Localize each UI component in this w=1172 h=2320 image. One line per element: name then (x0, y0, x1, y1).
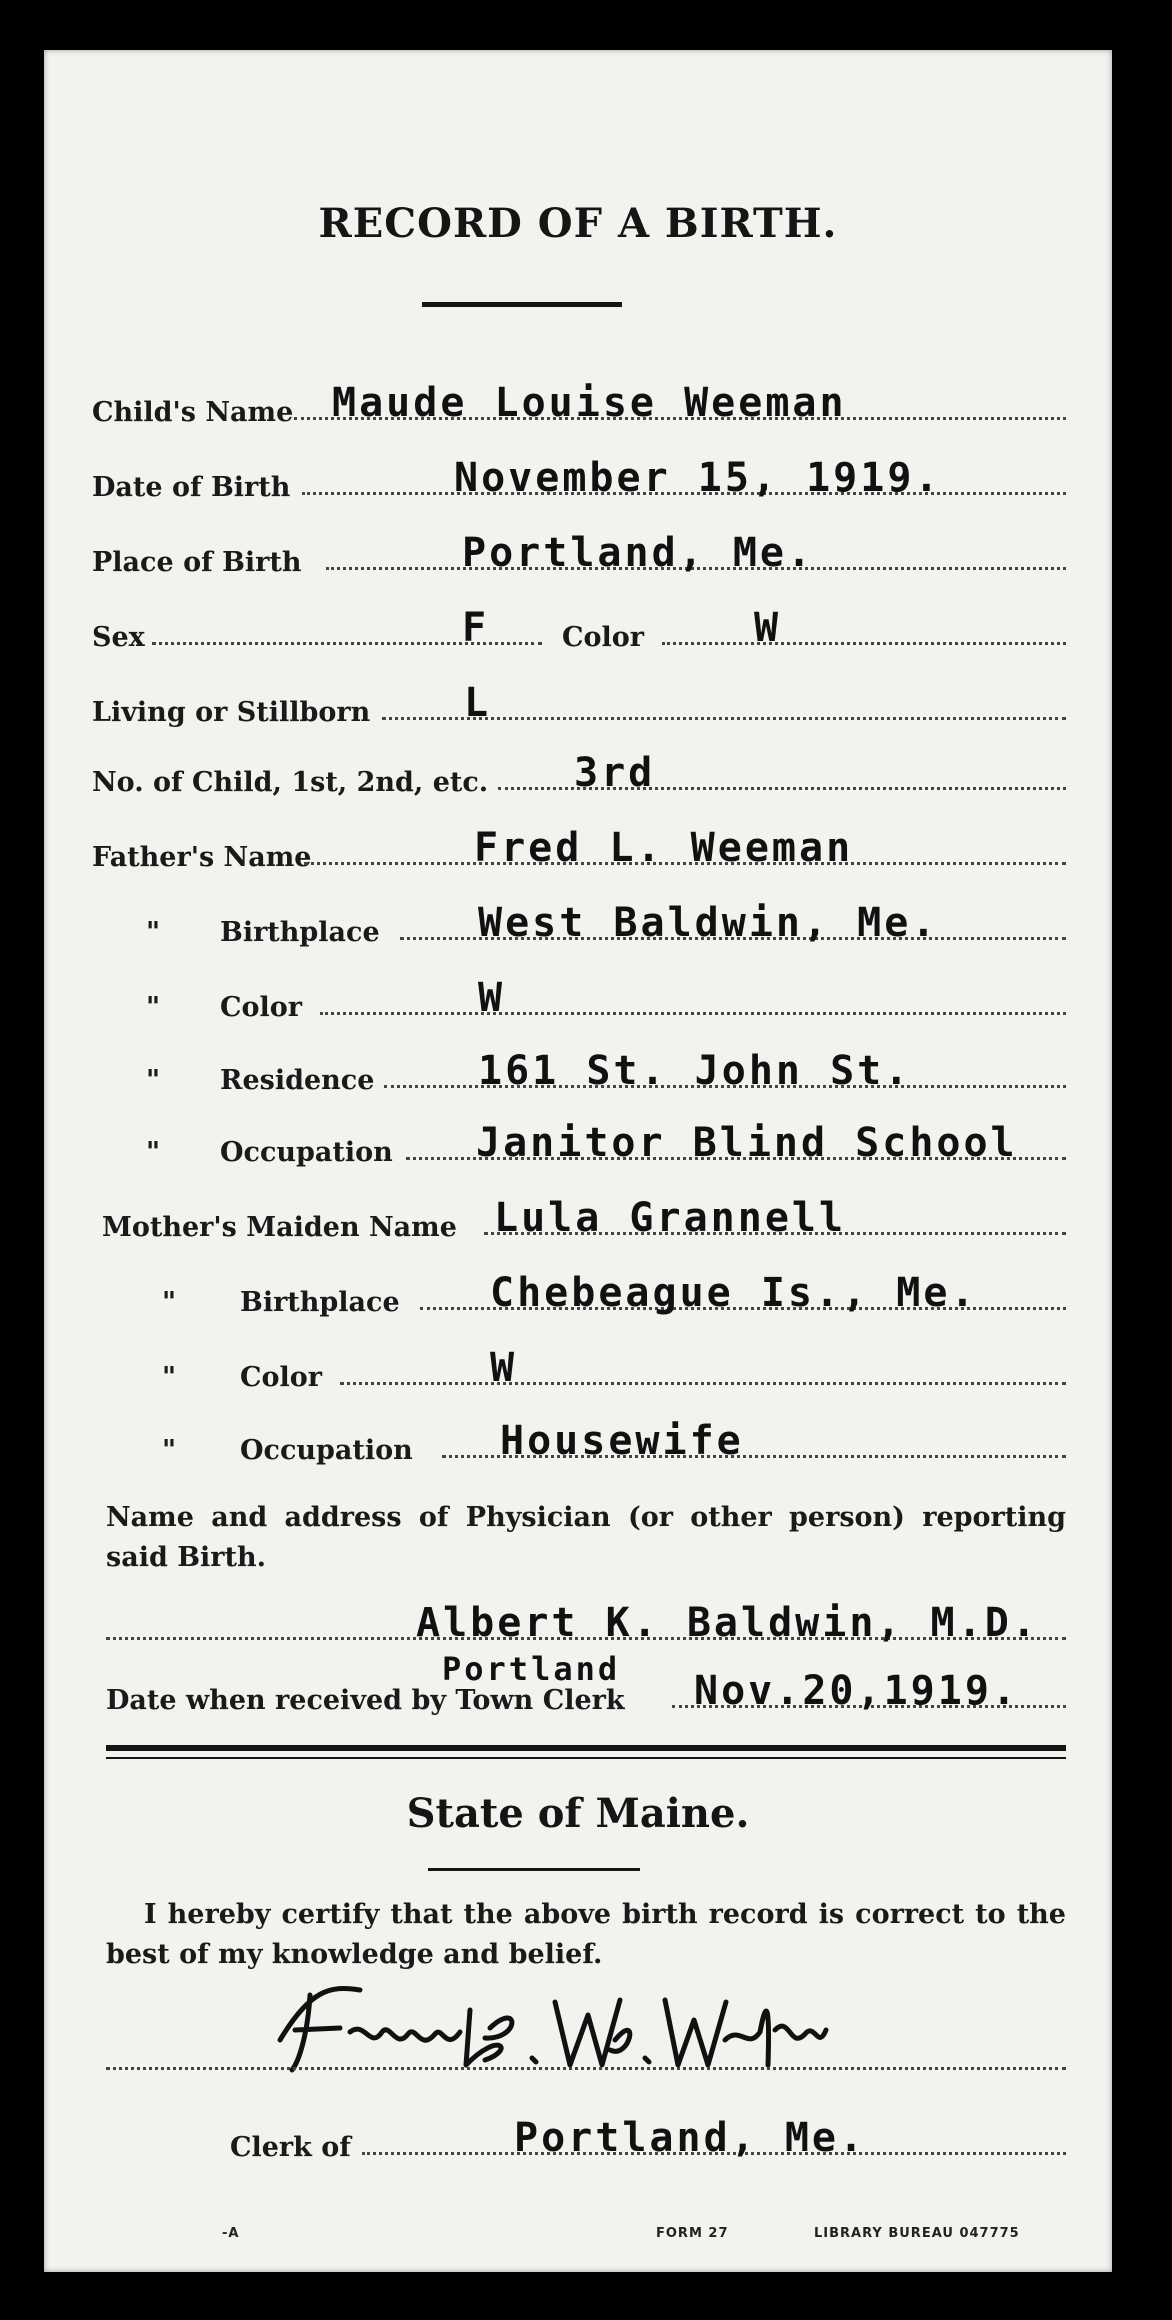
father-color-dotted-line (320, 1012, 1066, 1015)
ditto-mark: " (146, 1065, 161, 1096)
child-number-row (44, 740, 1112, 800)
father-color-value: W (478, 975, 506, 1021)
father-occupation-value: Janitor Blind School (476, 1120, 1018, 1166)
place-of-birth-value: Portland, Me. (462, 530, 815, 576)
mother-name-value: Lula Grannell (494, 1195, 847, 1241)
father-name-row (44, 815, 1112, 875)
signature-dotted-line (106, 2067, 1066, 2070)
physician-city: Portland (442, 1650, 621, 1688)
mother-name-label: Mother's Maiden Name (102, 1212, 457, 1243)
clerk-value: Portland, Me. (514, 2115, 867, 2161)
sex-label: Sex (92, 622, 145, 653)
received-value: Nov.20,1919. (694, 1668, 1019, 1714)
mother-occupation-label: Occupation (240, 1435, 413, 1466)
living-stillborn-label: Living or Stillborn (92, 697, 371, 728)
child-name-value: Maude Louise Weeman (332, 380, 847, 426)
father-birthplace-label: Birthplace (220, 917, 380, 948)
birth-record-card (44, 50, 1112, 2272)
ditto-mark: " (162, 1287, 177, 1318)
mother-color-row (44, 1335, 1112, 1395)
title-underline (422, 302, 622, 307)
date-of-birth-row (44, 445, 1112, 505)
date-of-birth-value: November 15, 1919. (454, 455, 942, 501)
child-number-label: No. of Child, 1st, 2nd, etc. (92, 767, 489, 798)
mother-color-value: W (490, 1345, 518, 1391)
certify-text: I hereby certify that the above birth record is correct to the best of my knowledge and belief. (106, 1899, 1066, 1970)
ditto-mark: " (162, 1435, 177, 1466)
mother-color-label: Color (240, 1362, 322, 1393)
child-number-value: 3rd (574, 750, 656, 796)
ditto-mark: " (146, 1137, 161, 1168)
child-name-row (44, 370, 1112, 430)
mother-birthplace-value: Chebeague Is., Me. (490, 1270, 978, 1316)
record-title: RECORD OF A BIRTH. (318, 200, 838, 247)
date-of-birth-label: Date of Birth (92, 472, 291, 503)
living-stillborn-row (44, 670, 1112, 730)
received-label: Date when received by Town Clerk (106, 1685, 625, 1716)
child-name-label: Child's Name (92, 397, 294, 428)
ditto-mark: " (146, 917, 161, 948)
physician-label: Name and address of Physician (or other person) reporting said Birth. (106, 1502, 1066, 1573)
physician-row (44, 1590, 1112, 1650)
father-color-label: Color (220, 992, 302, 1023)
mother-name-row (44, 1185, 1112, 1245)
color-label: Color (562, 622, 644, 653)
footer-mark: -A (222, 2226, 240, 2241)
mother-occupation-value: Housewife (500, 1418, 744, 1464)
mother-birthplace-label: Birthplace (240, 1287, 400, 1318)
section-divider-thick (106, 1745, 1066, 1751)
father-residence-label: Residence (220, 1065, 375, 1096)
footer-publisher: LIBRARY BUREAU 047775 (814, 2226, 1020, 2241)
place-of-birth-row (44, 520, 1112, 580)
received-row (44, 1650, 1112, 1718)
father-residence-row (44, 1038, 1112, 1098)
father-occupation-row (44, 1110, 1112, 1170)
father-residence-value: 161 St. John St. (478, 1048, 912, 1094)
color-dotted-line (662, 642, 1066, 645)
physician-value: Albert K. Baldwin, M.D. (416, 1600, 1039, 1646)
father-color-row (44, 965, 1112, 1025)
mother-color-dotted-line (340, 1382, 1066, 1385)
mother-birthplace-row (44, 1260, 1112, 1320)
sex-value: F (462, 605, 490, 651)
section-divider-thin (106, 1757, 1066, 1759)
state-heading: State of Maine. (406, 1790, 750, 1837)
signature-row (44, 2020, 1112, 2080)
father-birthplace-value: West Baldwin, Me. (478, 900, 939, 946)
place-of-birth-label: Place of Birth (92, 547, 302, 578)
father-occupation-label: Occupation (220, 1137, 393, 1168)
father-birthplace-row (44, 890, 1112, 950)
mother-occupation-row (44, 1408, 1112, 1468)
father-name-label: Father's Name (92, 842, 312, 873)
state-underline (428, 1868, 640, 1871)
ditto-mark: " (146, 992, 161, 1023)
sex-color-row (44, 595, 1112, 655)
clerk-label: Clerk of (230, 2132, 351, 2163)
clerk-row (44, 2105, 1112, 2165)
father-name-value: Fred L. Weeman (474, 825, 854, 871)
color-value: W (754, 605, 782, 651)
ditto-mark: " (162, 1362, 177, 1393)
living-stillborn-value: L (464, 680, 492, 726)
footer-form-number: FORM 27 (656, 2226, 729, 2241)
